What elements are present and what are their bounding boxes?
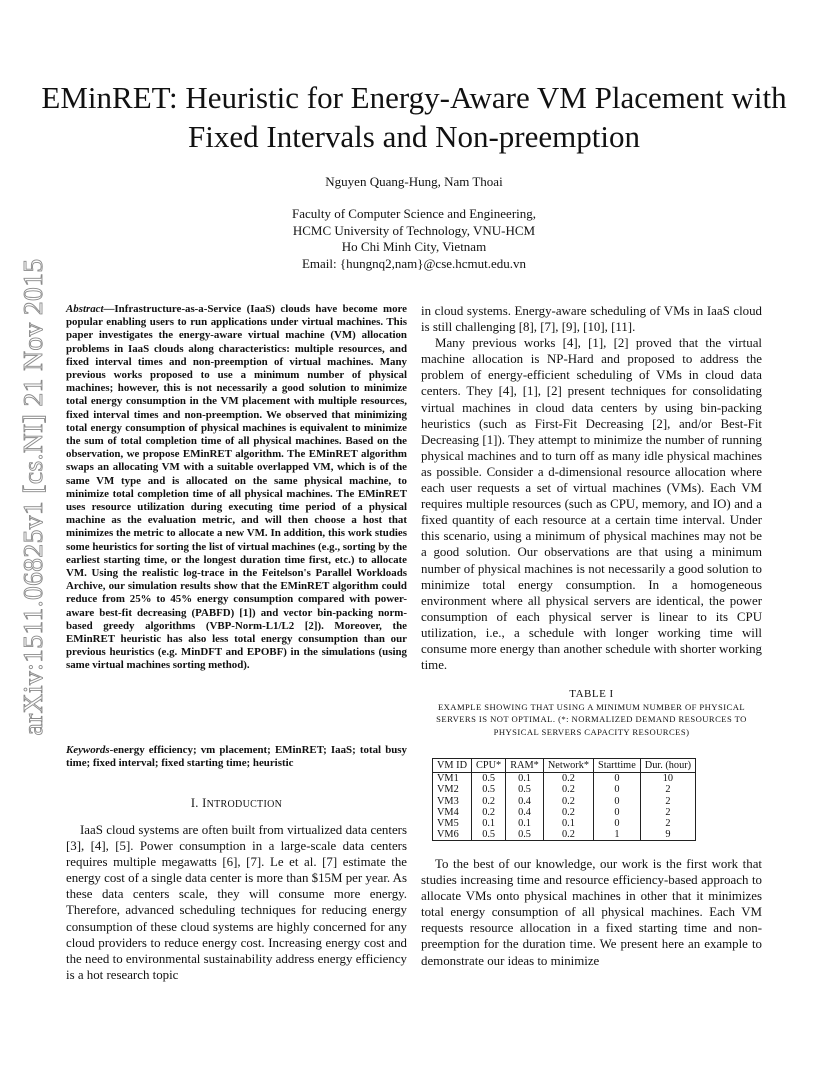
intro-paragraph: IaaS cloud systems are often built from virtualized data centers [3], [4], [5]. Power consumption in a large-scale data centers requires multiple megawatts [6], [7]. Le et al. [7] estimate the energy cost of a single data center is more than $15M per year. As these data centers scale, they will consume more energy. Therefore, advanced scheduling techniques for reducing energy consumption of these cloud systems are highly concerned for any cloud providers to reduce energy cost. Increasing energy cost and the need to environmental sustainability address energy efficiency is a hot research topic	[66, 823, 407, 982]
table-cell: 0.2	[472, 796, 506, 807]
table-cell: VM4	[433, 807, 472, 818]
table-cell: VM3	[433, 796, 472, 807]
authors: Nguyen Quang-Hung, Nam Thoai	[325, 174, 503, 189]
abstract-label: Abstract	[66, 303, 104, 315]
table-cell: 0	[594, 796, 641, 807]
table-cell: 0.1	[472, 818, 506, 829]
keywords-text: -energy efficiency; vm placement; EMinRET; IaaS; total busy time; fixed interval; fixed starting time; heuristic	[66, 744, 407, 770]
table-cell: 0	[594, 818, 641, 829]
table-row	[433, 773, 696, 785]
table-cell: 10	[640, 773, 695, 785]
section-heading-introduction	[66, 796, 407, 811]
abstract-text: —Infrastructure-as-a-Service (IaaS) clouds have become more popular enabling users to run applications under virtual machines. This paper investigates the energy-aware virtual machine (VM) allocation problems in IaaS clouds along characteristics: multiple resources, and fixed interval times and non-preemption of virtual machines. Many previous works proposed to use a minimum number of physical machines; however, this is not necessarily a good solution to minimize total energy consumption in the VM placement with multiple resources, fixed interval times and non-preemption. We observed that minimizing total energy consumption of physical machines is equivalent to minimize the sum of total completion time of all physical machines. Based on the observation, we propose EMinRET algorithm. The EMinRET algorithm swaps an allocating VM with a suitable overlapped VM, which is of the same VM type and is allocated on the same physical machine, to minimize total completion time of all physical machines. The EMinRET uses resource utilization during executing time period of a physical machine as the evaluation metric, and will then choose a host that minimizes the metric to allocate a new VM. In addition, this work studies some heuristics for sorting the list of virtual machines (e.g., sorting by the earliest starting time, or the longest duration time first, etc.) to allocate VM. Using the realistic log-trace in the Feitelson's Parallel Workloads Archive, our simulation results show that the EMinRET algorithm could reduce from 25% to 45% energy consumption compared with power-aware best-fit decreasing (PABFD) [1]) and vector bin-packing norm-based greedy algorithms (VBP-Norm-L1/L2 [2]). Moreover, the EMinRET heuristic has also less total energy consumption than our previous heuristics (e.g. MinDFT and EPOBF) in the simulations (using same virtual machines sorting method).	[66, 303, 407, 672]
affiliation-line: Ho Chi Minh City, Vietnam	[341, 239, 487, 255]
paragraph-previous-works: Many previous works [4], [1], [2] proved that the virtual machine allocation is NP-Hard and proposed to address the problem of energy-efficient scheduling of VMs in cloud data centers. They [4], [1], [2] present techniques for consolidating virtual machines in cloud data centers by using bin-packing heuristics (such as First-Fit Decreasing [2], and/or Best-Fit Decreasing [1]). They attempt to minimize the number of running physical machines and to turn off as many idle physical machines as possible. Consider a d-dimensional resource allocation where each user requests a set of virtual machines (VMs). Each VM requires multiple resources (such as CPU, memory, and IO) and a fixed quantity of each resource at a certain time interval. Under this scenario, using a minimum of physical machines may not be a good solution. Our observations are that using a minimum number of physical machines is not necessarily a good solution to minimize total energy consumption. In a homogeneous environment where all physical servers are identical, the power consumption of each physical server is linear to its CPU utilization, i.e., a schedule with longer working time will consume more energy than another schedule with shorter working time.	[421, 336, 762, 673]
table-cell: VM6	[433, 829, 472, 841]
table-number: TABLE I	[569, 688, 614, 700]
table-cell: 0.2	[472, 807, 506, 818]
table-cell: 0.1	[506, 818, 544, 829]
arxiv-id: arXiv:1511.06825v1 [cs.NI] 21 Nov 2015	[17, 258, 48, 736]
intro-column-left	[66, 822, 407, 983]
table-cell: 0.1	[543, 818, 593, 829]
paragraph-contribution: To the best of our knowledge, our work is the first work that studies increasing time and resource efficiency-based approach to allocate VMs onto physical machines in other that it minimizes total energy consumption of all physical machines. Each VM requests resource allocation in a fixed starting time and non-preemption for the duration time. We present here an example to demonstrate our ideas to minimize	[421, 857, 762, 968]
table-cell: 0.5	[472, 784, 506, 795]
paragraph-continued: in cloud systems. Energy-aware scheduling of VMs in IaaS cloud is still challenging [8], [7], [9], [10], [11].	[421, 304, 762, 335]
table-header-cell: VM ID	[433, 759, 472, 773]
table-row	[433, 818, 696, 829]
table-cell: 0.5	[472, 829, 506, 841]
table-caption	[421, 688, 762, 738]
email-line: Email: {hungnq2,nam}@cse.hcmut.edu.vn	[301, 255, 527, 271]
table-row	[433, 784, 696, 795]
section-title-initial: I	[202, 796, 207, 810]
table-cell: VM2	[433, 784, 472, 795]
table-cell: VM1	[433, 773, 472, 785]
table-header-cell: RAM*	[506, 759, 544, 773]
table-cell: 0.5	[506, 829, 544, 841]
table-cell: 0.5	[472, 773, 506, 785]
vm-example-table	[432, 758, 696, 841]
right-column-bottom	[421, 856, 762, 969]
table-header-cell: Network*	[543, 759, 593, 773]
table-header-cell: Dur. (hour)	[640, 759, 695, 773]
section-number: I.	[190, 796, 199, 810]
table-cell: 0.4	[506, 796, 544, 807]
right-column-top	[421, 303, 762, 673]
keywords-label: Keywords	[66, 744, 110, 756]
table-cell: VM5	[433, 818, 472, 829]
affiliation-line: HCMC University of Technology, VNU-HCM	[292, 222, 536, 238]
affiliation	[0, 206, 828, 272]
table-cell: 0.2	[543, 773, 593, 785]
table-header-cell: CPU*	[472, 759, 506, 773]
table-header-row	[433, 759, 696, 773]
table-cell: 2	[640, 784, 695, 795]
table-cell: 0	[594, 807, 641, 818]
table-row	[433, 796, 696, 807]
table-cell: 1	[594, 829, 641, 841]
keywords	[66, 744, 407, 770]
table-header-cell: Starttime	[594, 759, 641, 773]
affiliation-line: Faculty of Computer Science and Engineering,	[291, 206, 537, 221]
table-cell: 0.2	[543, 784, 593, 795]
table-cell: 0.2	[543, 796, 593, 807]
section-title-rest: NTRODUCTION	[206, 799, 283, 810]
table-cell: 2	[640, 807, 695, 818]
table-row	[433, 807, 696, 818]
table-cell: 2	[640, 796, 695, 807]
abstract	[66, 303, 407, 673]
table-cell: 9	[640, 829, 695, 841]
table-description: EXAMPLE SHOWING THAT USING A MINIMUM NUMBER OF PHYSICAL SERVERS IS NOT OPTIMAL. (*: NORMALIZED DEMAND RESOURCES TO PHYSICAL SERVERS CAPACITY RESOURCES)	[436, 702, 747, 737]
table-cell: 0.2	[543, 829, 593, 841]
table-cell: 0.1	[506, 773, 544, 785]
table-cell: 2	[640, 818, 695, 829]
table-cell: 0.4	[506, 807, 544, 818]
arxiv-identifier-stamp	[8, 258, 58, 736]
table-cell: 0	[594, 773, 641, 785]
table-cell: 0.2	[543, 807, 593, 818]
table-cell: 0	[594, 784, 641, 795]
table-row	[433, 829, 696, 841]
table-cell: 0.5	[506, 784, 544, 795]
paper-title: EMinRET: Heuristic for Energy-Aware VM Placement with Fixed Intervals and Non-preemption	[41, 80, 787, 154]
